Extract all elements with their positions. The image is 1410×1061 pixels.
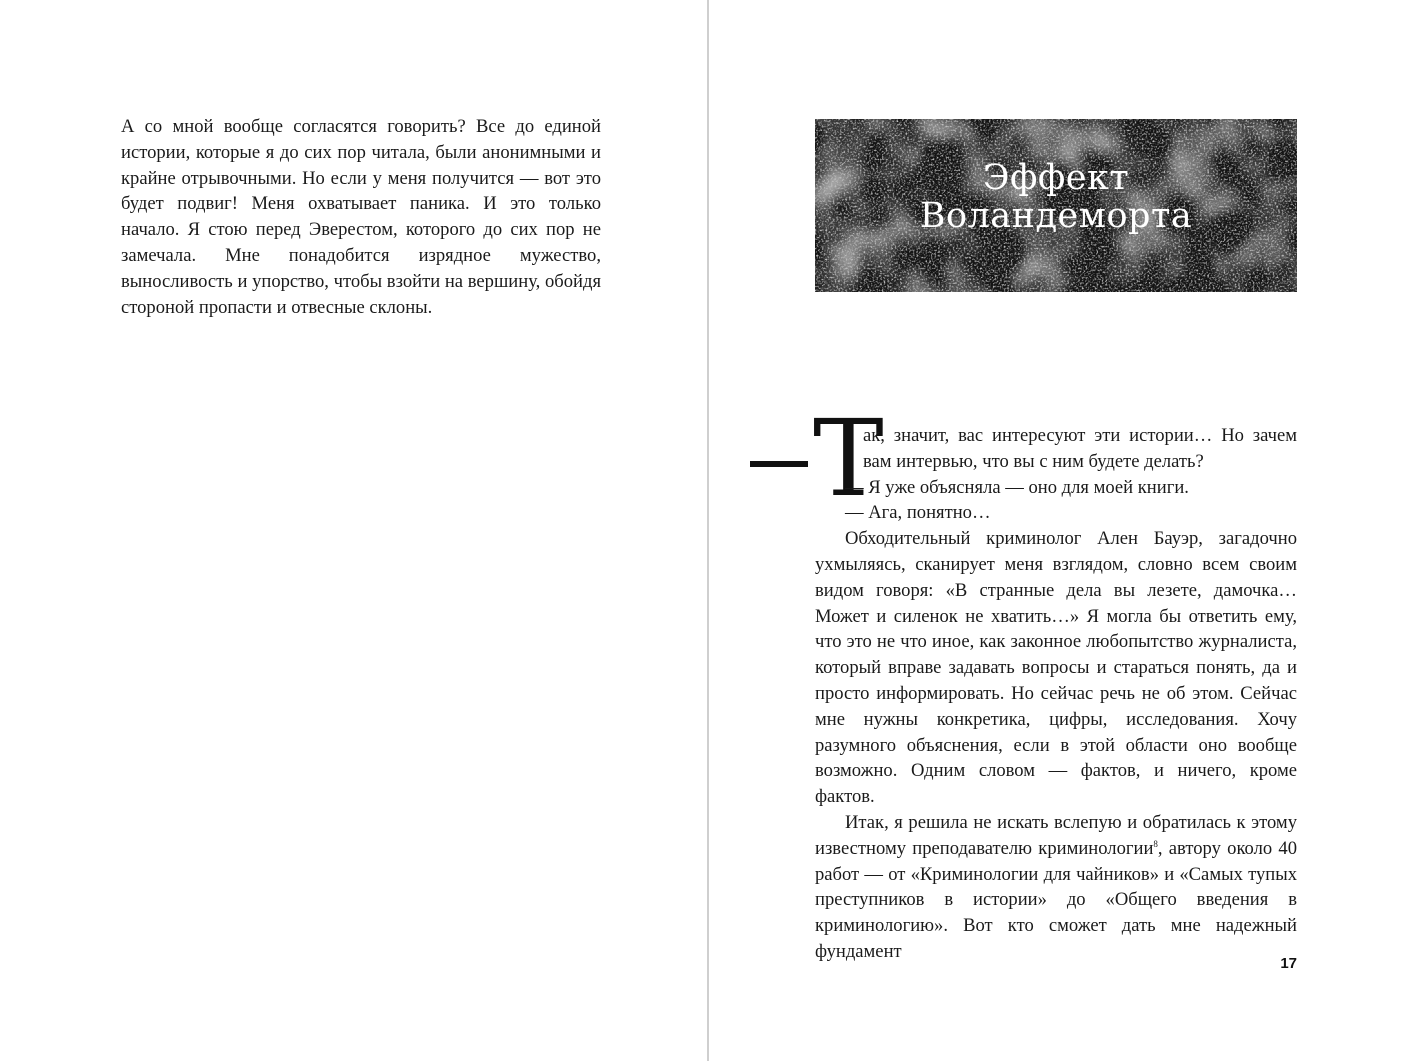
chapter-title-line-1: Эффект: [982, 158, 1130, 198]
dialogue-line-1: — Я уже объясняла — оно для моей книги.: [845, 476, 1189, 498]
right-page-body: [815, 423, 1297, 965]
chapter-title-panel: [815, 119, 1297, 292]
body-paragraph: Обходительный криминолог Ален Бауэр, загадочно ухмыляясь, сканирует меня взглядом, словно всем своим видом говоря: «В странные дела вы лезете, дамочка… Может и силенок не хватить…» Я могла бы ответить ему, что это не что иное, как законное любопытство журналиста, который вправе задавать вопросы и стараться понять, да и просто информировать. Но сейчас речь не об этом. Сейчас мне нужны конкретика, цифры, исследования. Хочу разумного объяснения, если в этой области оно вообще возможно. Одним словом — фактов, и ничего, кроме фактов.: [815, 528, 1297, 808]
dialogue-dash: [750, 461, 808, 467]
chapter-title-line-2: Воландеморта: [919, 196, 1193, 236]
left-paragraph: А со мной вообще согласятся говорить? Все до единой истории, которые я до сих пор читала, были анонимными и крайне отрывочными. Но если у меня получится — вот это будет подвиг! Меня охватывает паника. И это только начало. Я стою перед Эверестом, которого до сих пор не замечала. Мне понадобится изрядное мужество, выносливость и упорство, чтобы взойти на вершину, обойдя стороной пропасти и отвесные склоны.: [121, 116, 601, 318]
paragraph-text-before-note: Итак, я решила не искать вслепую и обратилась к этому известному преподавателю криминологии: [815, 811, 1297, 859]
opening-paragraph: ак, значит, вас интересуют эти истории… Но зачем вам интервью, что вы с ним будете делать?: [863, 425, 1297, 472]
drop-cap: Т: [813, 397, 884, 520]
chapter-title: [815, 159, 1297, 235]
footnote-reference[interactable]: 8: [1153, 838, 1158, 849]
body-paragraph-footnoted: [815, 810, 1297, 965]
dialogue-line-2: — Ага, понятно…: [845, 502, 991, 524]
left-page-body: [121, 114, 601, 320]
paragraph-text-after-note: , автору около 40 работ — от «Криминологии для чайников» и «Самых тупых преступников в истории» до «Общего введения в криминологию». Вот кто сможет дать мне надежный фундамент: [815, 837, 1298, 962]
right-page: [709, 0, 1410, 1061]
page-number: 17: [1280, 955, 1297, 972]
